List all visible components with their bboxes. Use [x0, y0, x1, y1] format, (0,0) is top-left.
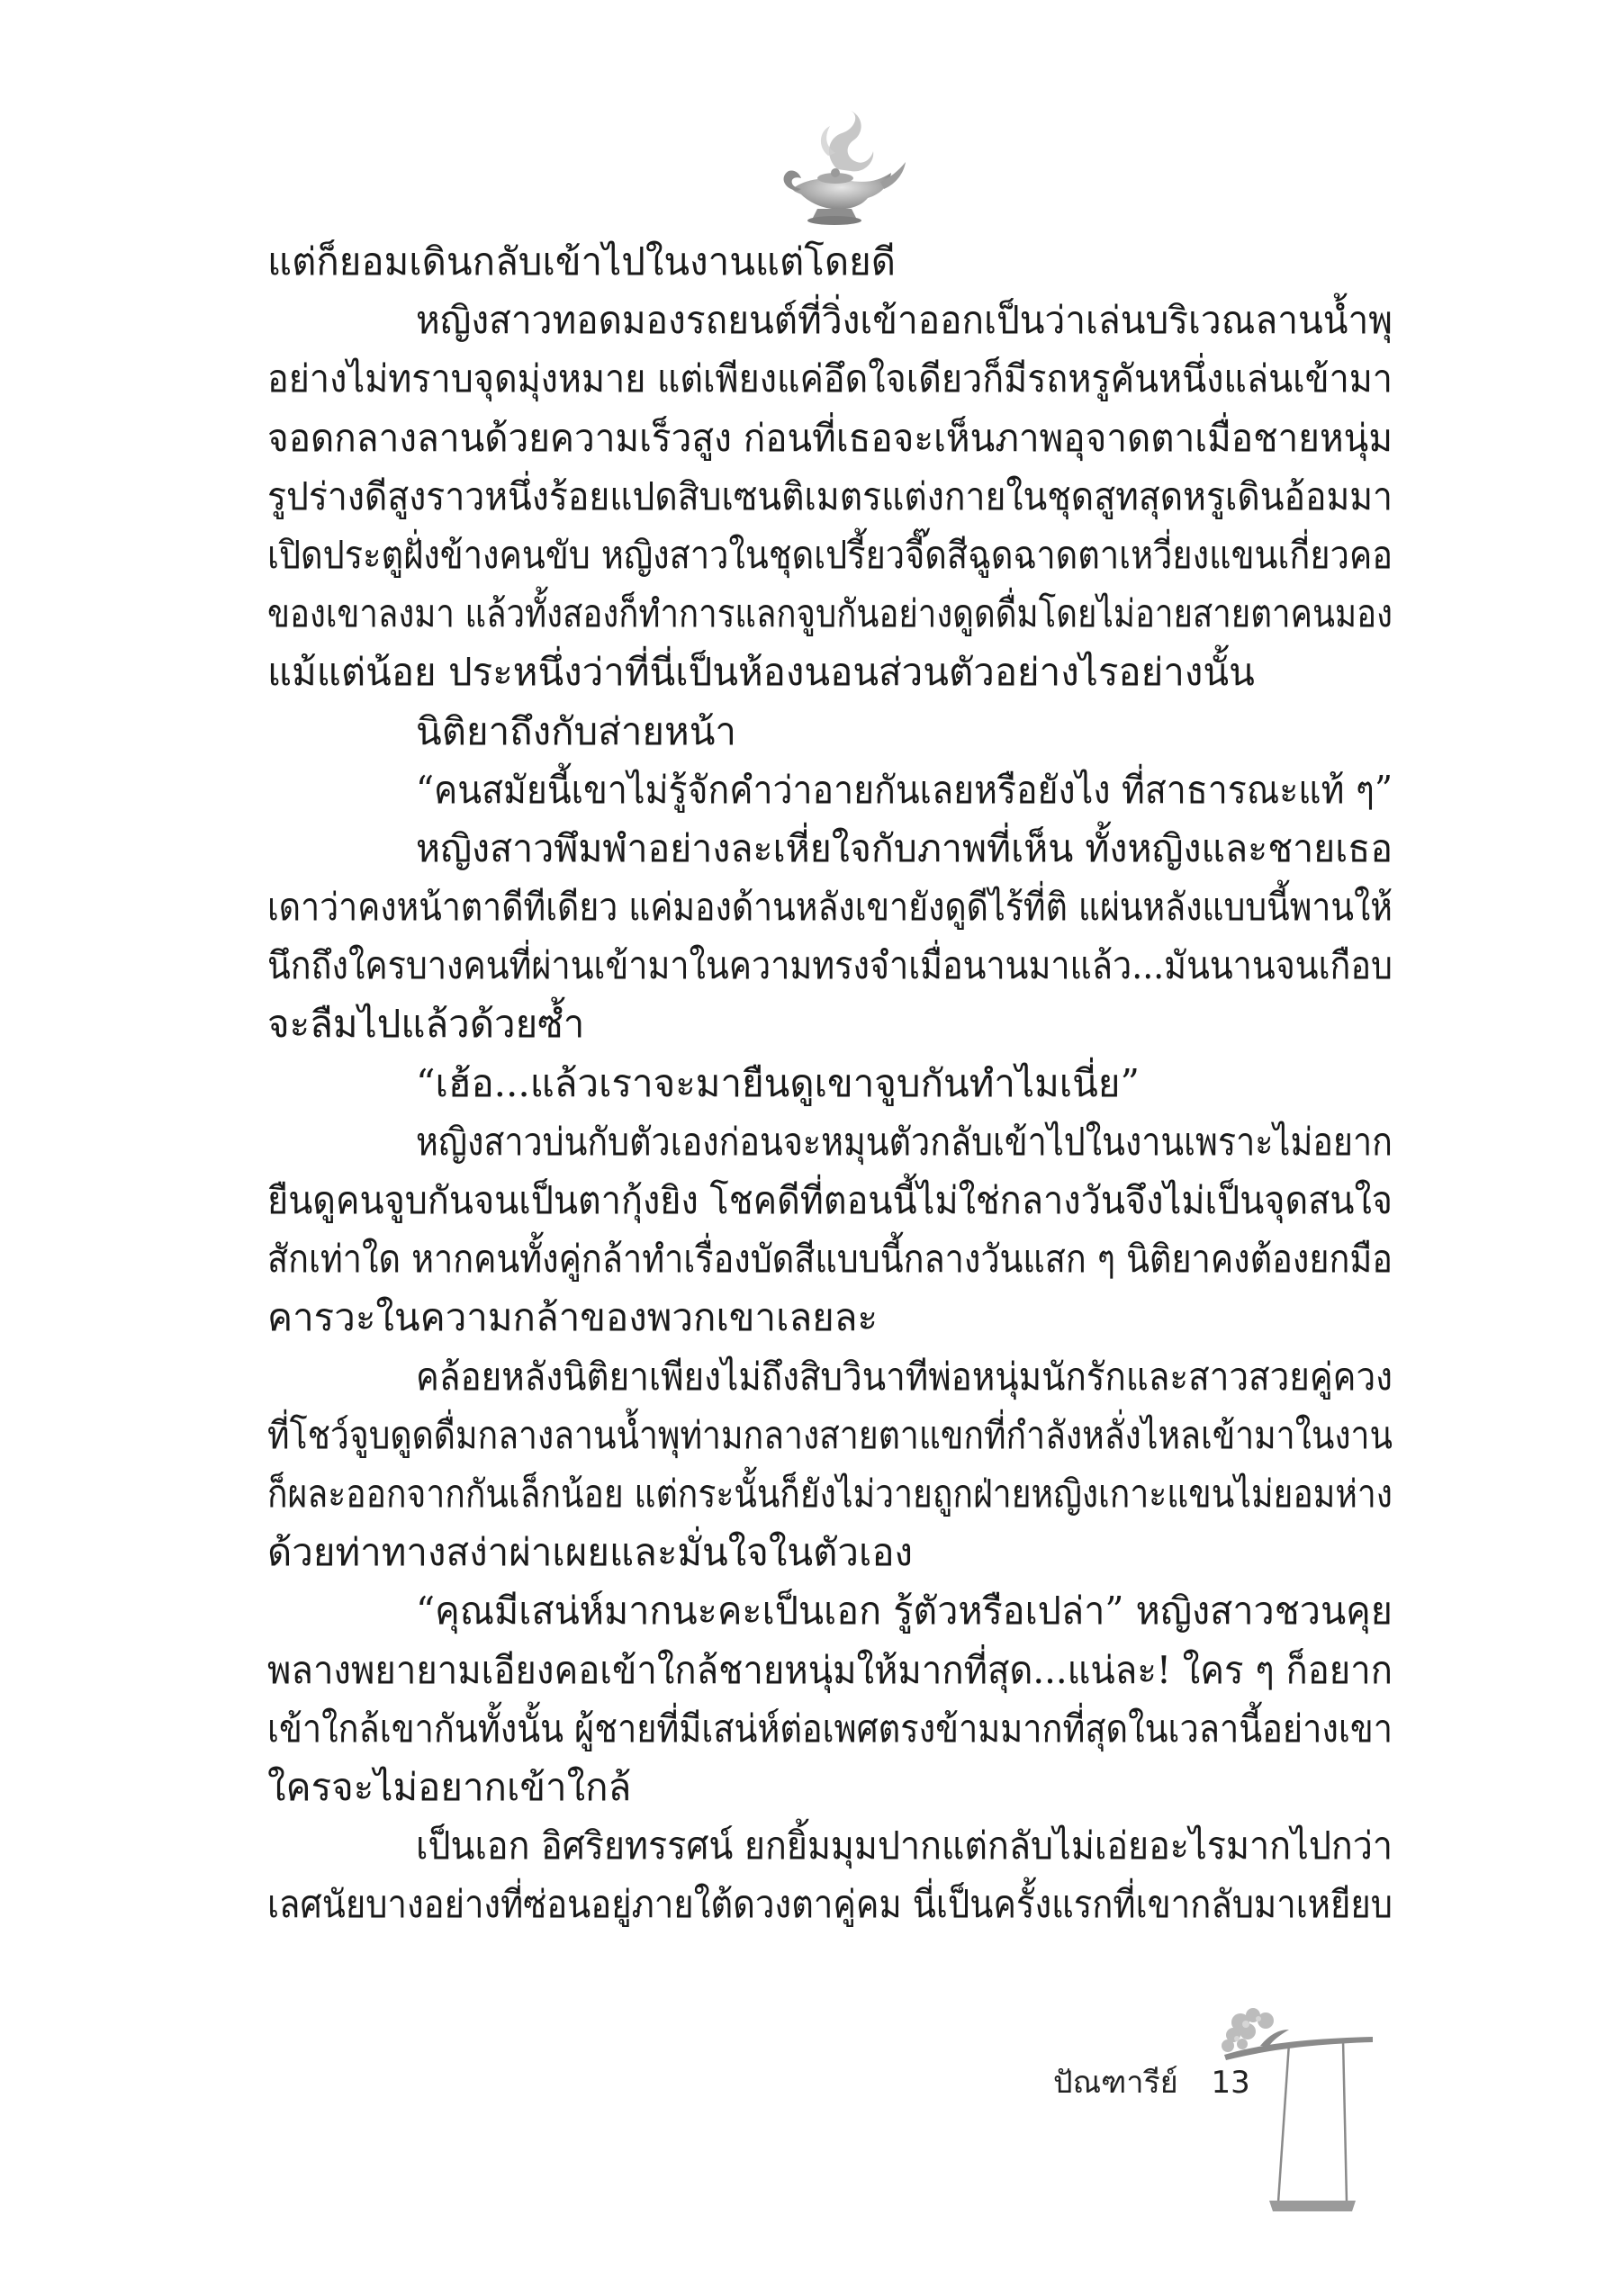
text-line: จอดกลางลานด้วยความเร็วสูง ก่อนที่เธอจะเห็นภาพอุจาดตาเมื่อชายหนุ่ม	[267, 415, 1393, 460]
text-line: “คุณมีเสน่ห์มากนะคะเป็นเอก รู้ตัวหรือเปล่า” หญิงสาวชวนคุย	[416, 1589, 1393, 1634]
text-line: หญิงสาวทอดมองรถยนต์ที่วิ่งเข้าออกเป็นว่าเล่นบริเวณลานน้ำพุ	[416, 298, 1393, 343]
page-footer	[1053, 2057, 1250, 2106]
text-line: ก็ผละออกจากกันเล็กน้อย แต่กระนั้นก็ยังไม่วายถูกฝ่ายหญิงเกาะแขนไม่ยอมห่าง	[267, 1471, 1393, 1516]
body-text	[267, 232, 1393, 1933]
text-line: ของเขาลงมา แล้วทั้งสองก็ทำการแลกจูบกันอย่างดูดดื่มโดยไม่อายสายตาคนมอง	[267, 591, 1393, 636]
tree-swing-ornament-icon	[1206, 2003, 1377, 2228]
text-line: เป็นเอก อิศริยทรรศน์ ยกยิ้มมุมปากแต่กลับไม่เอ่ยอะไรมากไปกว่า	[416, 1823, 1393, 1868]
text-line: “เฮ้อ...แล้วเราจะมายืนดูเขาจูบกันทำไมเนี่ย”	[416, 1060, 1140, 1105]
text-line: คล้อยหลังนิติยาเพียงไม่ถึงสิบวินาทีพ่อหนุ่มนักรักและสาวสวยคู่ควง	[416, 1354, 1393, 1399]
text-line: หญิงสาวบ่นกับตัวเองก่อนจะหมุนตัวกลับเข้าไปในงานเพราะไม่อยาก	[416, 1119, 1393, 1164]
text-line: สักเท่าใด หากคนทั้งคู่กล้าทำเรื่องบัดสีแบบนี้กลางวันแสก ๆ นิติยาคงต้องยกมือ	[267, 1237, 1393, 1282]
text-line: คารวะในความกล้าของพวกเขาเลยละ	[267, 1295, 879, 1340]
text-line: รูปร่างดีสูงราวหนึ่งร้อยแปดสิบเซนติเมตรแต่งกายในชุดสูทสุดหรูเดินอ้อมมา	[267, 473, 1393, 518]
text-line: เดาว่าคงหน้าตาดีทีเดียว แค่มองด้านหลังเขายังดูดีไร้ที่ติ แผ่นหลังแบบนี้พานให้	[267, 885, 1393, 930]
text-line: จะลืมไปแล้วด้วยซ้ำ	[267, 1002, 585, 1047]
text-line: ยืนดูคนจูบกันจนเป็นตากุ้งยิง โชคดีที่ตอนนี้ไม่ใช่กลางวันจึงไม่เป็นจุดสนใจ	[267, 1178, 1393, 1222]
running-title: ปัณฑารีย์	[1053, 2065, 1178, 2101]
magic-lamp-ornament-icon	[774, 106, 909, 232]
text-line: นิติยาถึงกับส่ายหน้า	[416, 708, 737, 753]
text-line: นึกถึงใครบางคนที่ผ่านเข้ามาในความทรงจำเมื่อนานมาแล้ว...มันนานจนเกือบ	[267, 943, 1393, 988]
text-line: ด้วยท่าทางสง่าผ่าเผยและมั่นใจในตัวเอง	[267, 1530, 914, 1575]
text-line: แม้แต่น้อย ประหนึ่งว่าที่นี่เป็นห้องนอนส่วนตัวอย่างไรอย่างนั้น	[267, 650, 1255, 695]
text-line: “คนสมัยนี้เขาไม่รู้จักคำว่าอายกันเลยหรือยังไง ที่สาธารณะแท้ ๆ”	[416, 767, 1393, 812]
text-line: พลางพยายามเอียงคอเข้าใกล้ชายหนุ่มให้มากที่สุด...แน่ละ! ใคร ๆ ก็อยาก	[267, 1647, 1393, 1692]
page-number: 13	[1211, 2065, 1250, 2101]
text-line: แต่ก็ยอมเดินกลับเข้าไปในงานแต่โดยดี	[267, 239, 896, 284]
text-line: ที่โชว์จูบดูดดื่มกลางลานน้ำพุท่ามกลางสายตาแขกที่กำลังหลั่งไหลเข้ามาในงาน	[267, 1412, 1393, 1457]
text-line: เลศนัยบางอย่างที่ซ่อนอยู่ภายใต้ดวงตาคู่คม นี่เป็นครั้งแรกที่เขากลับมาเหยียบ	[267, 1882, 1393, 1927]
text-line: อย่างไม่ทราบจุดมุ่งหมาย แต่เพียงแค่อึดใจเดียวก็มีรถหรูคันหนึ่งแล่นเข้ามา	[267, 356, 1393, 401]
text-line: หญิงสาวพึมพำอย่างละเหี่ยใจกับภาพที่เห็น ทั้งหญิงและชายเธอ	[416, 825, 1393, 870]
text-line: ใครจะไม่อยากเข้าใกล้	[267, 1764, 632, 1809]
text-line: เปิดประตูฝั่งข้างคนขับ หญิงสาวในชุดเปรี้ยวจี๊ดสีฉูดฉาดตาเหวี่ยงแขนเกี่ยวคอ	[267, 532, 1393, 577]
text-line: เข้าใกล้เขากันทั้งนั้น ผู้ชายที่มีเสน่ห์ต่อเพศตรงข้ามมากที่สุดในเวลานี้อย่างเขา	[267, 1706, 1393, 1751]
